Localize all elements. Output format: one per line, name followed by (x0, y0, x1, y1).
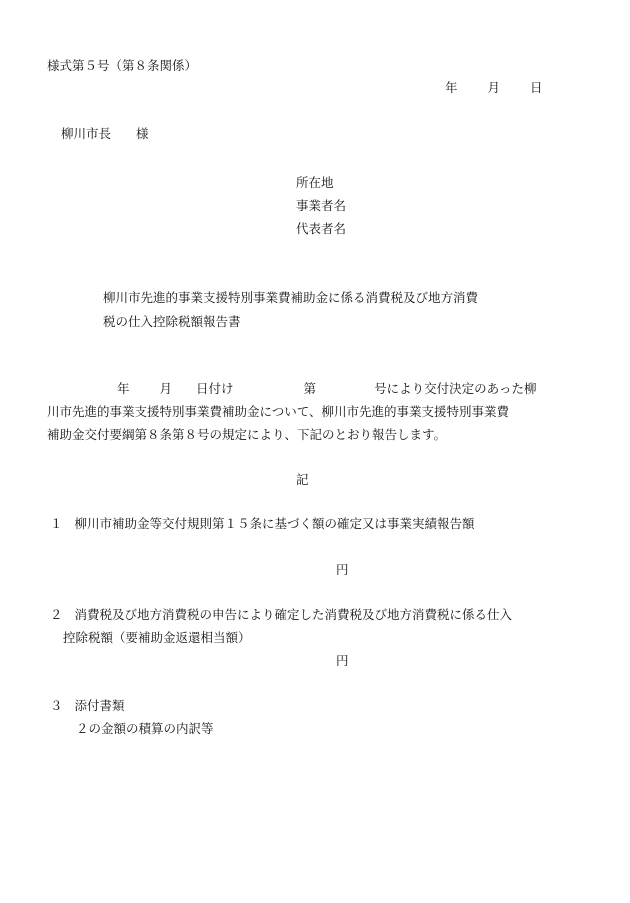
form-number: 様式第５号（第８条関係） (47, 58, 198, 73)
body-number-prefix: 第 (303, 381, 317, 396)
item-1-text: 柳川市補助金等交付規則第１５条に基づく額の確定又は事業実績報告額 (74, 516, 475, 531)
item-2-unit: 円 (336, 653, 349, 668)
item-2-number: ２ (50, 607, 63, 622)
ki-heading: 記 (296, 472, 309, 487)
body-dated-label: 日付け (196, 381, 234, 396)
item-3-text: 添付書類 (74, 698, 125, 713)
address-label: 所在地 (296, 175, 334, 190)
body-line1 (117, 381, 536, 397)
item-3-number: ３ (50, 698, 63, 713)
document-title-line1: 柳川市先進的事業支援特別事業費補助金に係る消費税及び地方消費 (103, 290, 479, 305)
date-day-label: 日 (530, 80, 543, 95)
body-line2: 川市先進的事業支援特別事業費補助金について、柳川市先進的事業支援特別事業費 (47, 404, 510, 419)
body-month-label: 月 (159, 381, 173, 396)
addressee: 柳川市長 様 (61, 126, 149, 141)
item-1 (50, 516, 475, 532)
date-year-label: 年 (445, 80, 458, 95)
date-line (445, 80, 543, 96)
business-name-label: 事業者名 (296, 198, 347, 213)
date-month-label: 月 (487, 80, 501, 95)
representative-label: 代表者名 (296, 221, 347, 236)
item-2-text-cont: 控除税額（要補助金返還相当額） (63, 630, 251, 645)
item-3-sub: ２の金額の積算の内訳等 (76, 721, 214, 736)
body-line1-rest: 号により交付決定のあった柳 (374, 381, 537, 396)
item-3 (50, 698, 125, 714)
item-1-number: １ (50, 516, 63, 531)
document-title-line2: 税の仕入控除税額報告書 (103, 314, 241, 329)
body-line3: 補助金交付要綱第８条第８号の規定により、下記のとおり報告します。 (47, 427, 447, 442)
body-year-label: 年 (117, 381, 130, 396)
item-2-text: 消費税及び地方消費税の申告により確定した消費税及び地方消費税に係る仕入 (74, 607, 513, 622)
item-1-unit: 円 (336, 562, 349, 577)
item-2 (50, 607, 512, 623)
